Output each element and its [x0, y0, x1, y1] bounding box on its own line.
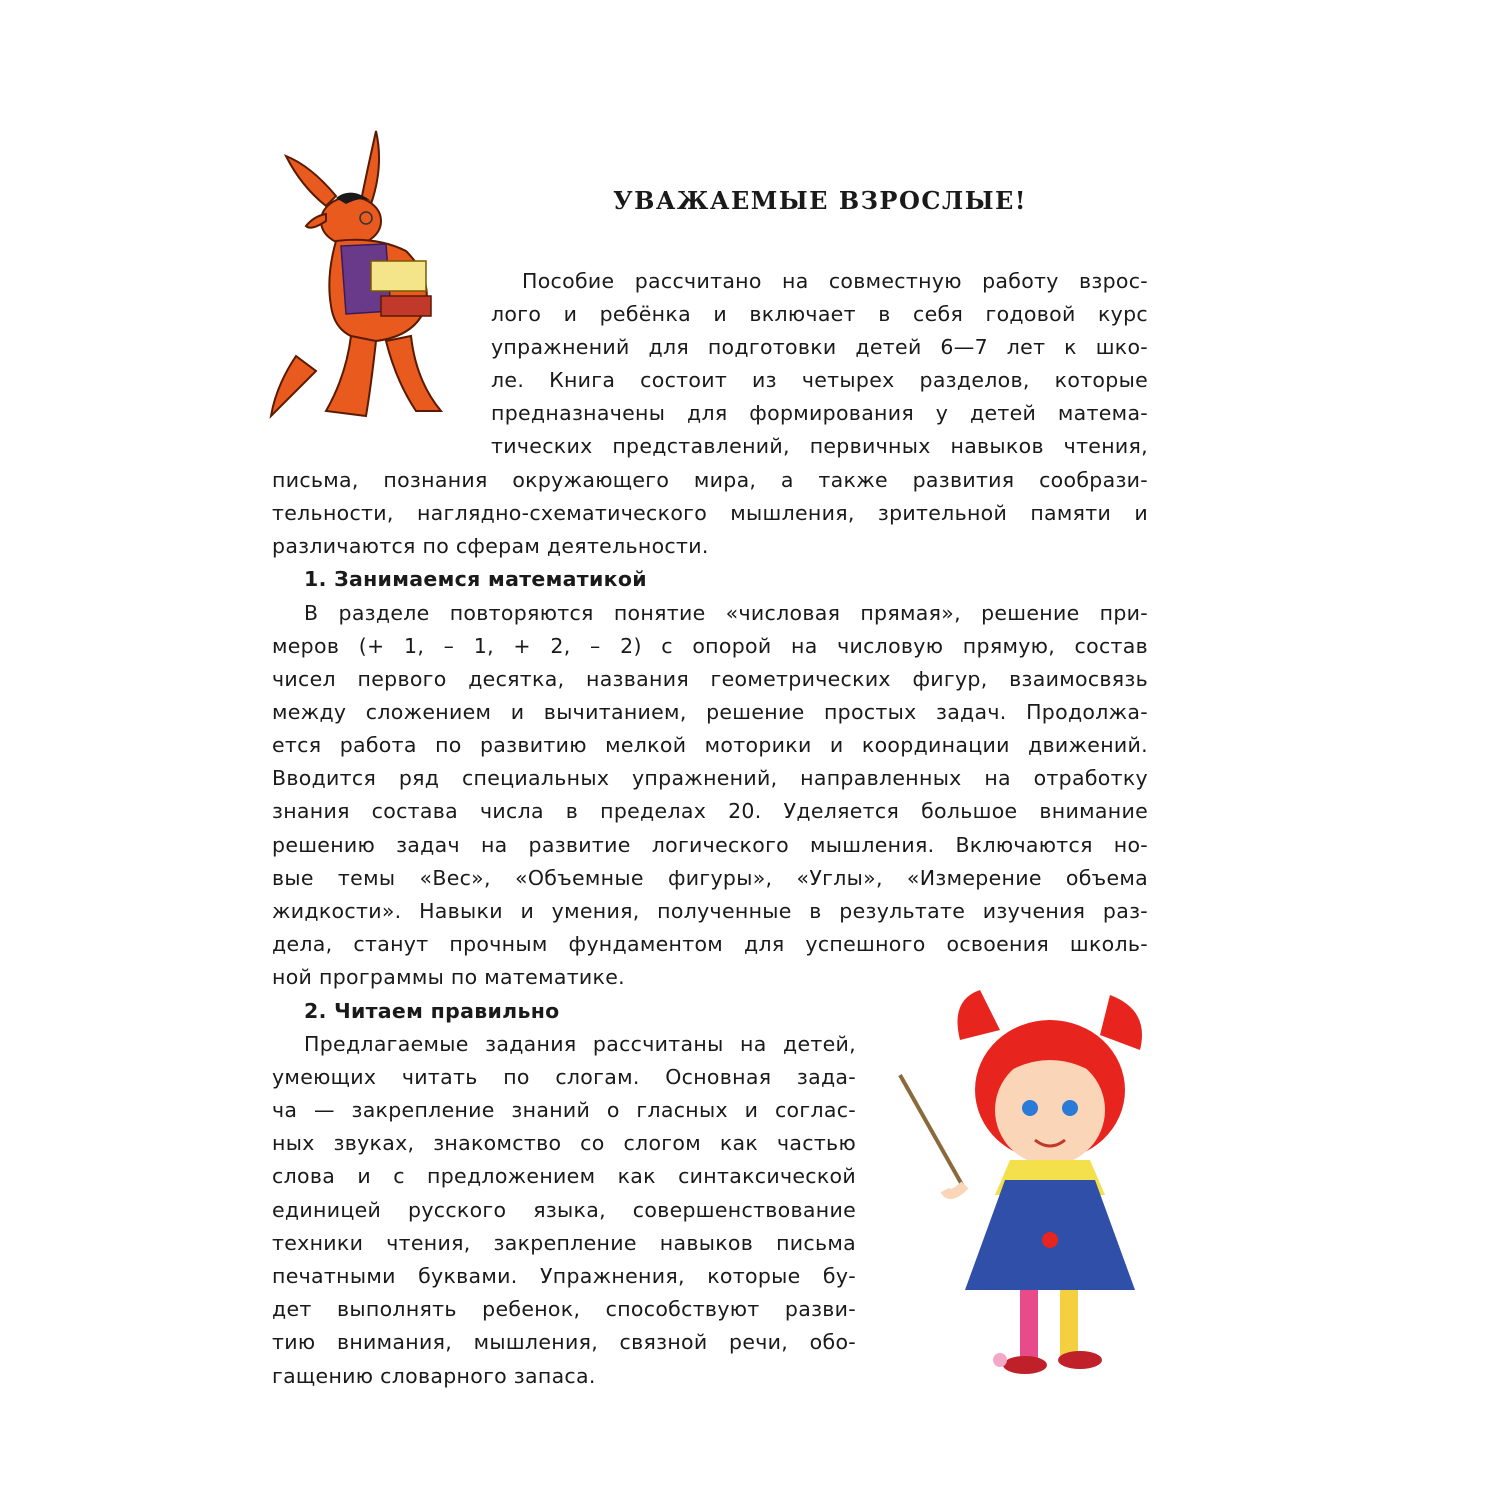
intro-line: тических представлений, первичных навыков чтения, [491, 434, 1148, 458]
girl-illustration [890, 980, 1170, 1400]
math-line: жидкости». Навыки и умения, полученные в результате изучения раз- [272, 899, 1148, 923]
kangaroo-illustration [266, 126, 466, 426]
math-line: ной программы по математике. [272, 965, 625, 989]
reading-line: печатными буквами. Упражнения, которые бу- [272, 1264, 856, 1288]
section-heading-math: 1. Занимаемся математикой [304, 567, 647, 591]
reading-line: ча — закрепление знаний о гласных и соглас- [272, 1098, 856, 1122]
intro-line: ле. Книга состоит из четырех разделов, которые [491, 368, 1148, 392]
reading-line: слова и с предложением как синтаксической [272, 1164, 856, 1188]
kangaroo-icon [271, 131, 441, 416]
math-line: В разделе повторяются понятие «числовая прямая», решение при- [304, 601, 1148, 625]
reading-line: умеющих читать по слогам. Основная зада- [272, 1065, 856, 1089]
reading-line: дет выполнять ребенок, способствуют разви- [272, 1297, 856, 1321]
math-line: между сложением и вычитанием, решение простых задач. Продолжа- [272, 700, 1148, 724]
intro-line: письма, познания окружающего мира, а также развития сообрази- [272, 468, 1148, 492]
intro-line: предназначены для формирования у детей матема- [491, 401, 1148, 425]
reading-line: ных звуках, знакомство со слогом как частью [272, 1131, 856, 1155]
math-line: знания состава числа в пределах 20. Уделяется большое внимание [272, 799, 1148, 823]
intro-line: Пособие рассчитано на совместную работу взрос- [522, 269, 1148, 293]
math-line: меров (+ 1, – 1, + 2, – 2) с опорой на числовую прямую, состав [272, 634, 1148, 658]
math-line: чисел первого десятка, названия геометрических фигур, взаимосвязь [272, 667, 1148, 691]
math-line: вые темы «Вес», «Объемные фигуры», «Углы», «Измерение объема [272, 866, 1148, 890]
reading-line: единицей русского языка, совершенствование [272, 1198, 856, 1222]
reading-line: Предлагаемые задания рассчитаны на детей, [304, 1032, 856, 1056]
intro-line: лого и ребёнка и включает в себя годовой курс [491, 302, 1148, 326]
math-line: ется работа по развитию мелкой моторики и координации движений. [272, 733, 1148, 757]
reading-line: гащению словарного запаса. [272, 1364, 596, 1388]
intro-line: упражнений для подготовки детей 6—7 лет к шко- [491, 335, 1148, 359]
girl-icon [900, 990, 1142, 1374]
math-line: дела, станут прочным фундаментом для успешного освоения школь- [272, 932, 1148, 956]
reading-line: тию внимания, мышления, связной речи, обо- [272, 1330, 856, 1354]
reading-line: техники чтения, закрепление навыков письма [272, 1231, 856, 1255]
math-line: Вводится ряд специальных упражнений, направленных на отработку [272, 766, 1148, 790]
math-line: решению задач на развитие логического мышления. Включаются но- [272, 833, 1148, 857]
intro-line: различаются по сферам деятельности. [272, 534, 709, 558]
section-heading-reading: 2. Читаем правильно [304, 999, 560, 1023]
intro-line: тельности, наглядно-схематического мышления, зрительной памяти и [272, 501, 1148, 525]
page-title: УВАЖАЕМЫЕ ВЗРОСЛЫЕ! [613, 186, 1027, 215]
